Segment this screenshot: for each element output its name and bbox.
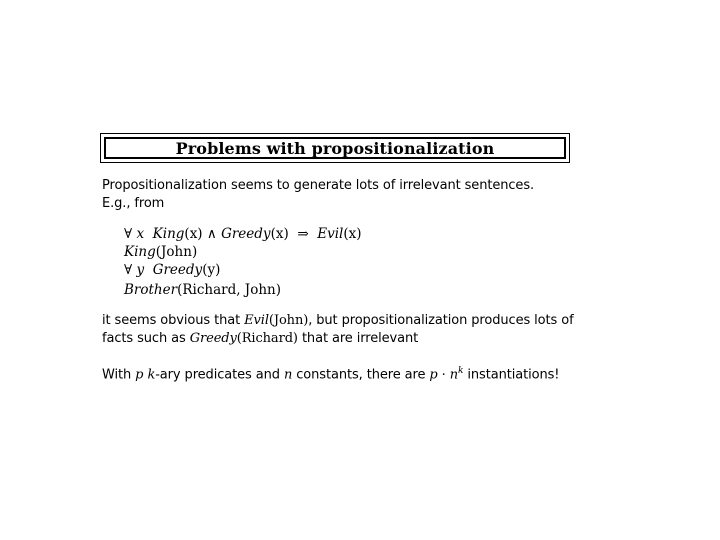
- argument: (John): [155, 244, 198, 260]
- predicate-greedy: Greedy: [221, 226, 271, 242]
- math-k: k: [147, 367, 156, 383]
- bound-variable: y: [136, 262, 145, 278]
- predicate-brother: Brother: [124, 282, 178, 298]
- text-run: With: [102, 367, 136, 383]
- math-p: p: [135, 367, 144, 383]
- formula-1: [124, 226, 362, 242]
- predicate-evil: Evil: [317, 226, 344, 242]
- predicate-greedy: Greedy: [152, 262, 203, 278]
- argument: (y): [202, 262, 221, 278]
- para2-line-1: [102, 313, 574, 329]
- forall-symbol: ∀: [124, 262, 133, 278]
- text-run: constants, there are: [292, 367, 430, 383]
- argument: (Richard, John): [177, 282, 282, 298]
- text-run: -ary predicates and: [155, 367, 284, 383]
- para3-line: [102, 363, 559, 383]
- text-run: facts such as: [102, 331, 190, 346]
- slide-title: Problems with propositionalization: [175, 138, 495, 158]
- argument: (x): [343, 226, 362, 242]
- implies-symbol: ⇒: [297, 226, 309, 242]
- math-n: n: [283, 367, 293, 383]
- math-predicate: Evil: [244, 313, 269, 328]
- argument: (x): [270, 226, 289, 242]
- text-run: it seems obvious that: [102, 313, 245, 328]
- formula-2: [124, 244, 197, 260]
- math-argument: (John): [268, 313, 309, 328]
- math-expr-p: p: [429, 367, 438, 383]
- math-predicate: Greedy: [189, 331, 237, 346]
- predicate-king: King: [124, 244, 156, 260]
- predicate-king: King: [152, 226, 185, 242]
- and-symbol: ∧: [206, 226, 217, 242]
- formula-4: [124, 282, 281, 298]
- text-run: that are irrelevant: [297, 331, 419, 346]
- math-expr-n: n: [449, 367, 459, 383]
- forall-symbol: ∀: [124, 226, 133, 242]
- bound-variable: x: [136, 226, 145, 242]
- text-run: instantiations!: [463, 367, 560, 383]
- intro-line-1: Propositionalization seems to generate lots of irrelevant sentences.: [102, 178, 535, 193]
- title-frame: [104, 137, 566, 159]
- title-box: [100, 133, 570, 163]
- math-exponent-k: k: [458, 366, 464, 376]
- intro-line-2: E.g., from: [102, 196, 165, 211]
- para2-line-2: [102, 331, 418, 347]
- formula-3: [124, 262, 220, 278]
- argument: (x): [184, 226, 203, 242]
- math-argument: (Richard): [236, 331, 298, 346]
- text-run: , but propositionalization produces lots of: [308, 313, 574, 328]
- math-dot: ·: [437, 367, 450, 383]
